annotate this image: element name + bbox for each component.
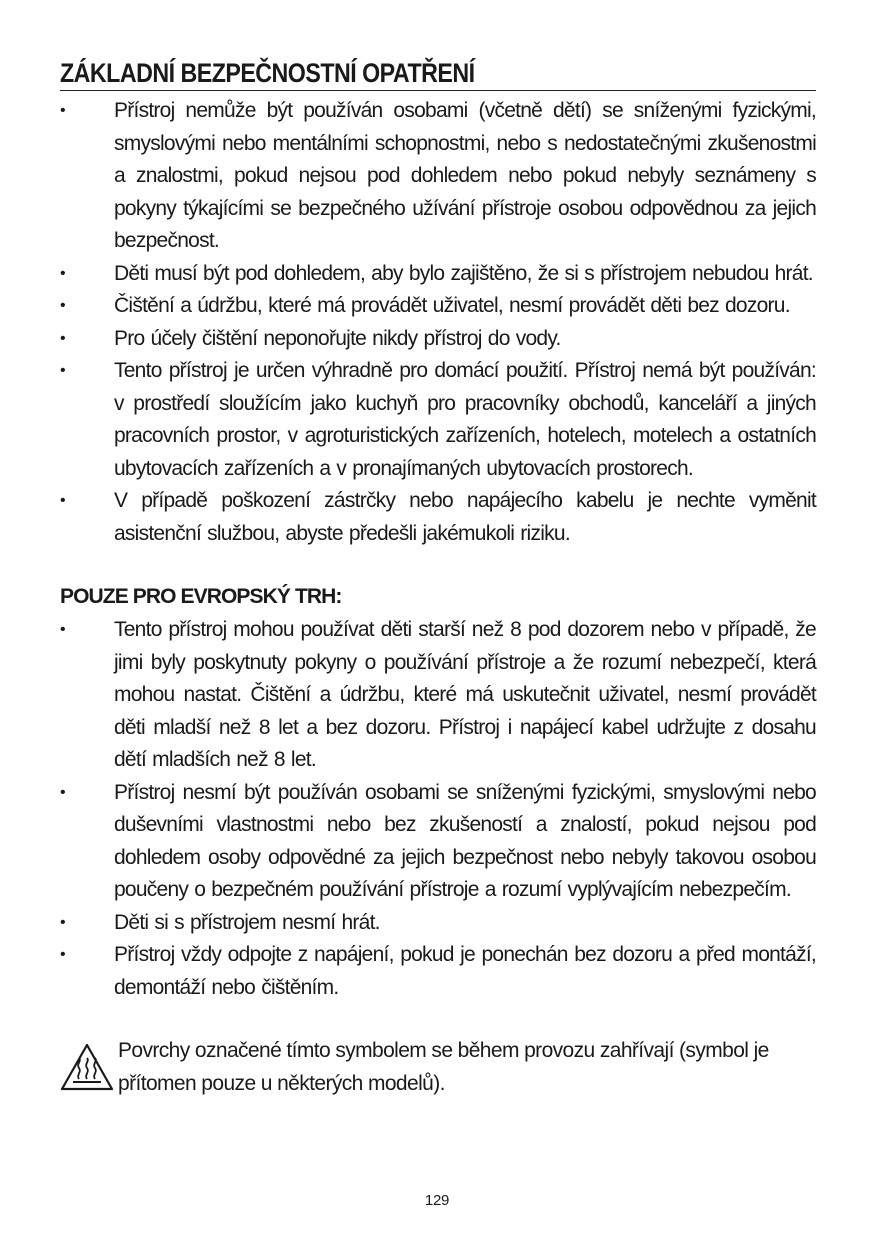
eu-safety-list	[60, 614, 816, 1004]
list-item	[60, 323, 816, 356]
list-item	[60, 258, 816, 291]
hot-surface-text: Povrchy označené tímto symbolem se během provozu zahřívají (symbol je přítomen pouze u některých modelů).	[118, 1039, 769, 1095]
list-item-text: V případě poškození zástrčky nebo napájecího kabelu je nechte vyměnit asistenční službou, abyste předešli jakémukoli riziku.	[114, 489, 816, 545]
bullet: •	[60, 783, 65, 801]
list-item	[60, 485, 816, 550]
bullet: •	[60, 264, 65, 282]
manual-page	[60, 56, 816, 1100]
bullet: •	[60, 297, 65, 314]
general-safety-list	[60, 95, 816, 550]
list-item	[60, 95, 816, 258]
list-item-text: Děti musí být pod dohledem, aby bylo zajištěno, že si s přístrojem nebudou hrát.	[114, 261, 813, 285]
bullet: •	[60, 913, 65, 931]
list-item	[60, 777, 816, 907]
hot-surface-warning-icon	[60, 1042, 114, 1092]
list-item-text: Čištění a údržbu, které má provádět uživatel, nesmí provádět děti bez dozoru.	[114, 294, 790, 317]
list-item	[60, 939, 816, 1004]
list-item-text: Přístroj vždy odpojte z napájení, pokud je ponechán bez dozoru a před montáží, demontáží nebo čištěním.	[114, 943, 816, 999]
page-title: ZÁKLADNÍ BEZPEČNOSTNÍ OPATŘENÍ	[60, 58, 475, 88]
list-item	[60, 614, 816, 777]
list-item-text: Děti si s přístrojem nesmí hrát.	[114, 910, 380, 934]
bullet: •	[60, 102, 65, 119]
list-item-text: Tento přístroj mohou používat děti starší než 8 pod dozorem nebo v případě, že jimi byly poskytnuty pokyny o používání přístroje a že rozumí nebezpečí, která mohou nastat. Čištění a údržbu, které má uskutečnit uživatel, nesmí provádět děti mladší než 8 let a bez dozoru. Přístroj i napájecí kabel udržujte z dosahu dětí mladších než 8 let.	[114, 618, 816, 771]
bullet: •	[60, 492, 65, 509]
title-underline	[60, 90, 816, 91]
eu-section-heading: POUZE PRO EVROPSKÝ TRH:	[60, 585, 342, 608]
bullet: •	[60, 329, 65, 347]
list-item-text: Tento přístroj je určen výhradně pro domácí použití. Přístroj nemá být používán: v prostředí sloužícím jako kuchyň pro pracovníky obchodů, kanceláří a jiných pracovních prostor, v agroturistických zařízeních, hotelech, motelech a ostatních ubytovacích zařízeních a v pronajímaných ubytovacích prostorech.	[114, 359, 816, 480]
list-item-text: Přístroj nesmí být používán osobami se sníženými fyzickými, smyslovými nebo duševními vlastnostmi nebo bez zkušeností a znalostí, pokud nejsou pod dohledem osoby odpovědné za jejich bezpečnost nebo nebyly takovou osobou poučeny o bezpečném používání přístroje a rozumí vyplývajícím nebezpečím.	[114, 780, 816, 901]
list-item	[60, 290, 816, 323]
bullet: •	[60, 946, 65, 963]
list-item	[60, 907, 816, 940]
list-item-text: Pro účely čištění neponořujte nikdy přístroj do vody.	[114, 326, 561, 350]
hot-surface-note	[60, 1034, 816, 1100]
list-item-text: Přístroj nemůže být používán osobami (včetně dětí) se sníženými fyzickými, smyslovými nebo mentálními schopnostmi, nebo s nedostatečnými zkušenostmi a znalostmi, pokud nejsou pod dohledem nebo pokud nebyly seznámeny s pokyny týkajícími se bezpečného užívání přístroje osobou odpovědnou za jejich bezpečnost.	[114, 99, 816, 252]
bullet: •	[60, 362, 65, 379]
page-number: 129	[424, 1192, 450, 1209]
bullet: •	[60, 621, 65, 638]
list-item	[60, 355, 816, 485]
